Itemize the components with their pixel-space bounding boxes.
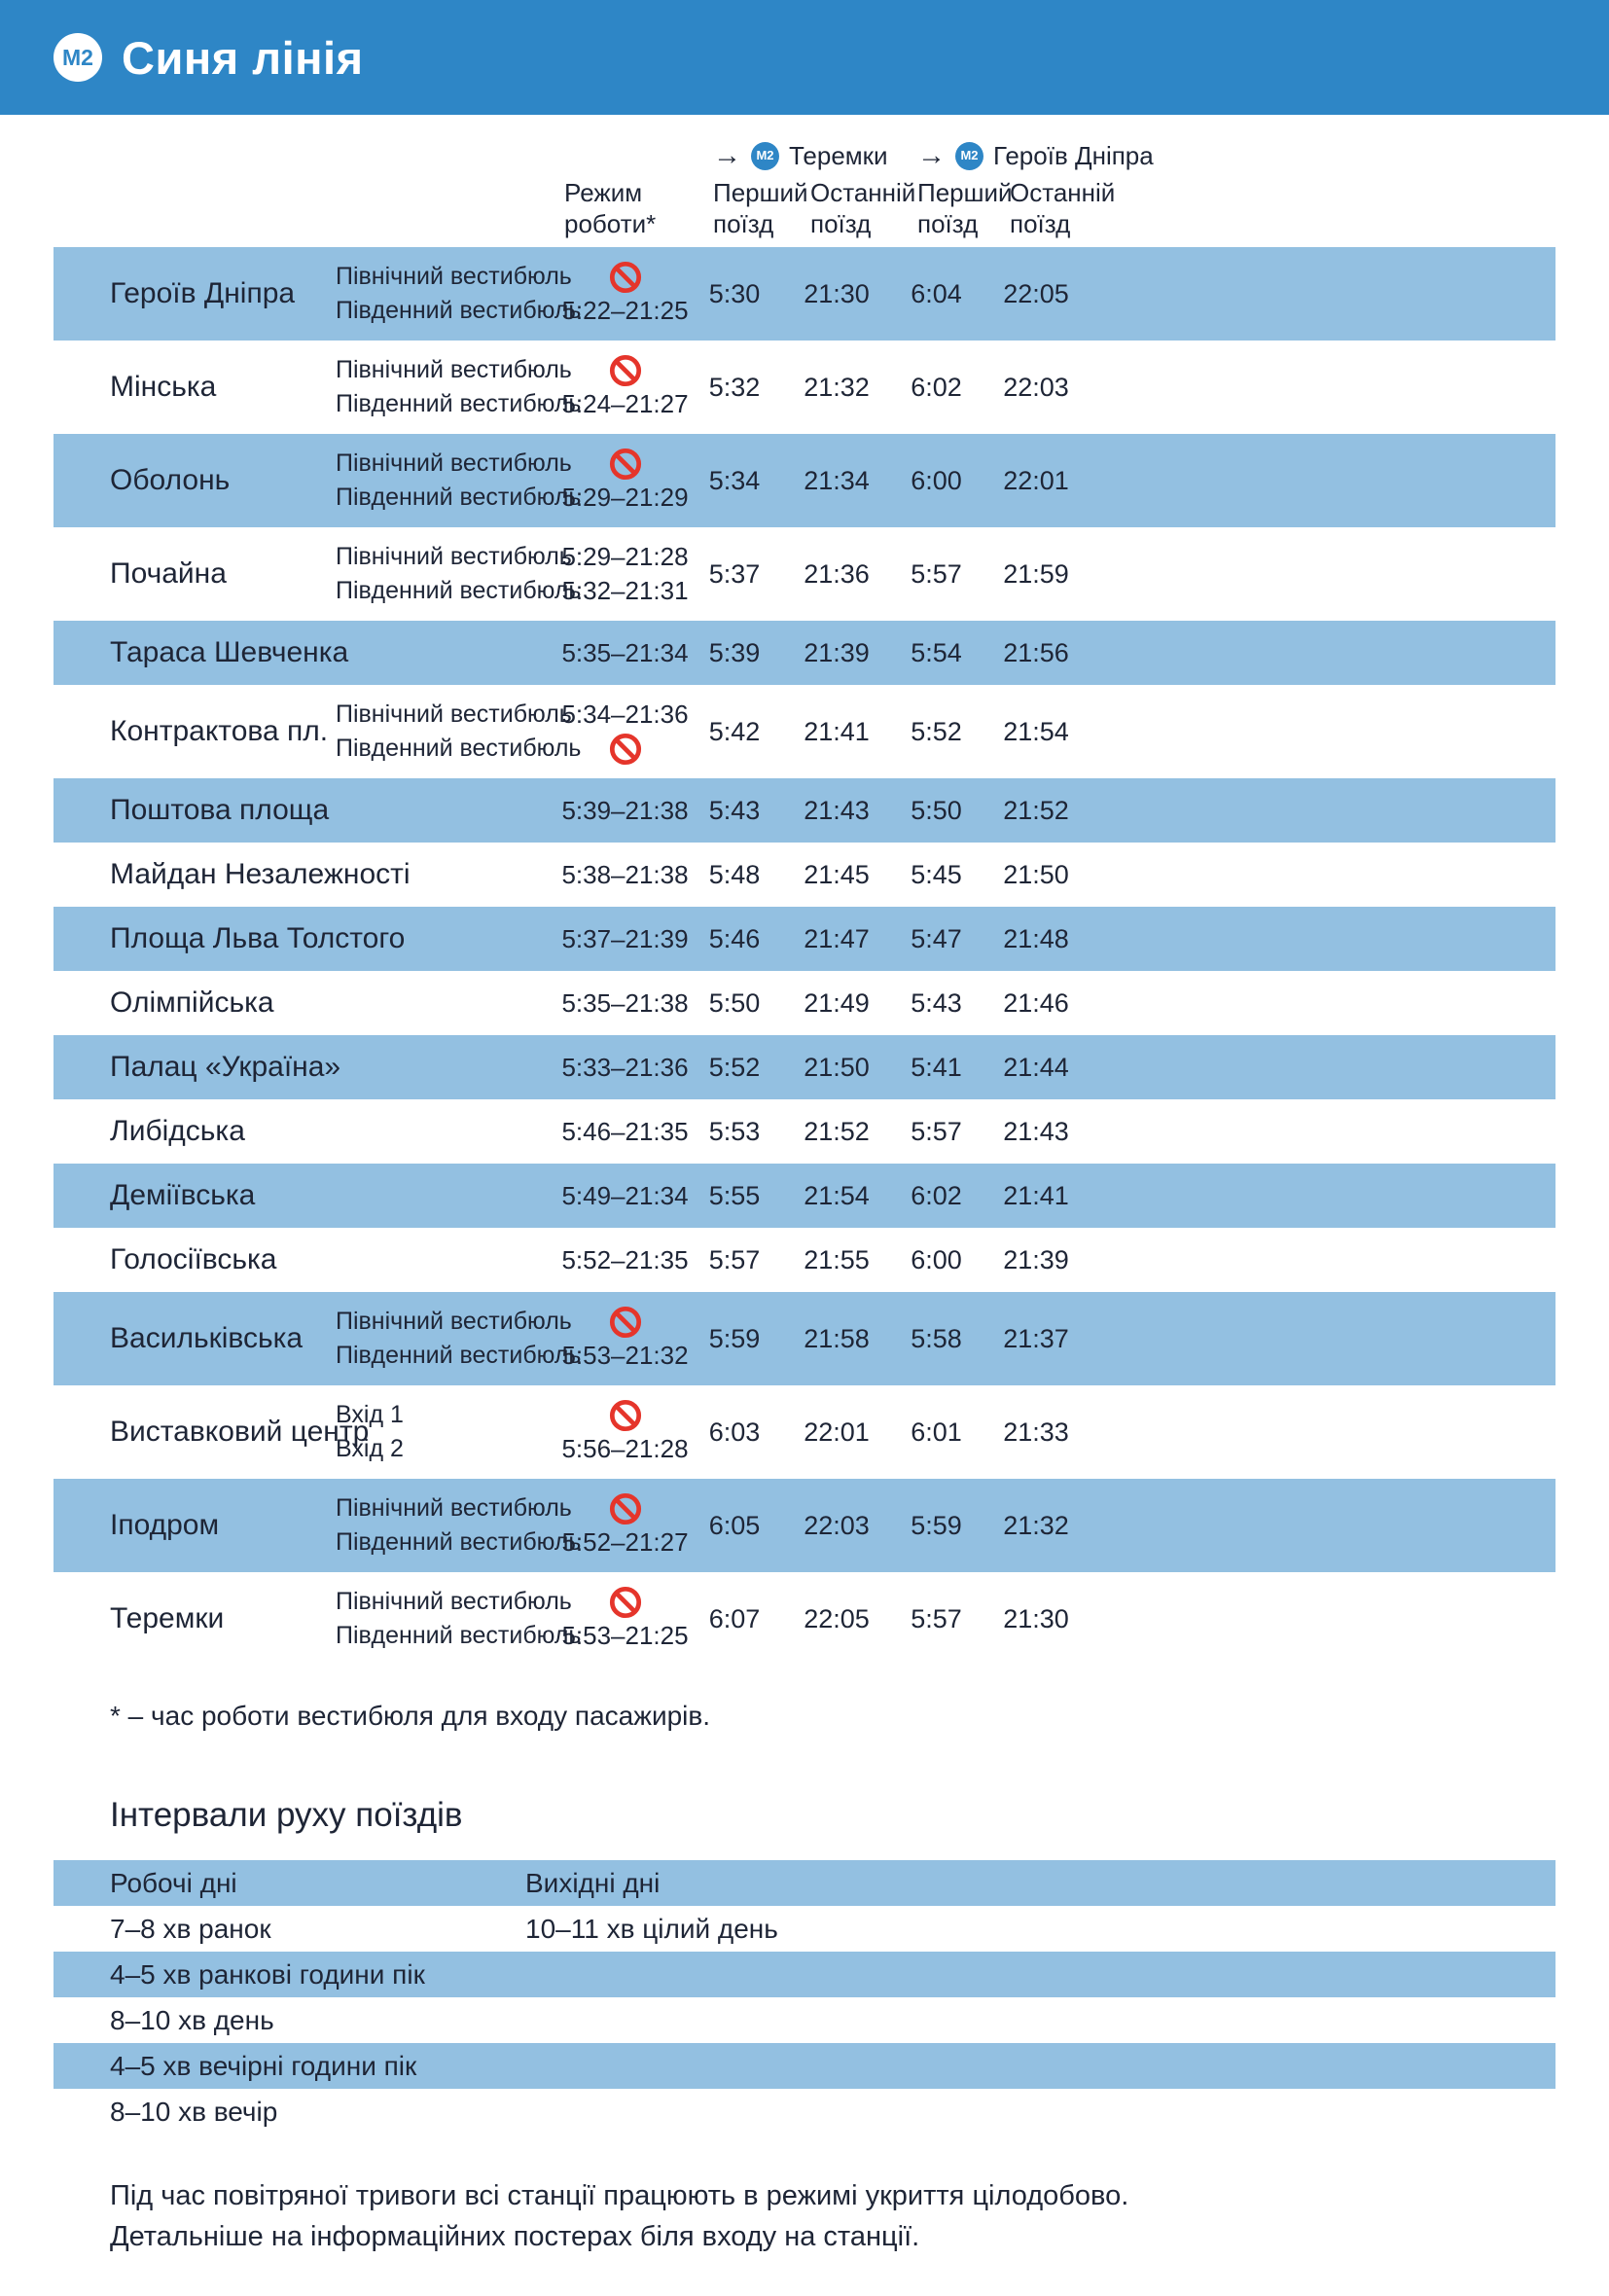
time-cell: 21:49 [804,987,870,1018]
no-entry-icon [609,1305,642,1339]
time-cell: 5:48 [708,859,761,889]
time-cell: 5:37 [708,558,761,589]
station-name: Оболонь [110,464,231,496]
mode-time: 5:37–21:39 [561,923,689,953]
time-cell: 21:44 [1003,1052,1069,1082]
mode-time: 5:35–21:38 [561,987,689,1018]
time-cell: 22:03 [1003,372,1069,402]
mode-cell [561,621,689,685]
station-name: Олімпійська [110,987,274,1019]
station-name: Тараса Шевченка [110,636,349,668]
vestibule-label: Південний вестибюль [336,297,582,324]
time-cell: 6:00 [911,1244,962,1274]
time-cell: 21:54 [1003,716,1069,746]
station-row [54,527,1555,621]
timetable-sheet [54,140,1555,2296]
interval-workdays-cell: 8–10 хв день [110,2004,274,2035]
station-row [54,247,1555,341]
station-name: Контрактова пл. [110,715,329,747]
time-cell: 5:50 [708,987,761,1018]
vestibule-label: Південний вестибюль [336,735,582,762]
time-cell: 5:41 [911,1052,962,1082]
station-name: Деміївська [110,1179,256,1211]
mode-cell [561,1228,689,1292]
vestibule-cell [336,1164,564,1228]
air-alarm-note [110,2175,1555,2296]
time-cell: 5:59 [708,1323,761,1353]
station-name: Героїв Дніпра [110,277,296,309]
station-row [54,1479,1555,1572]
time-cell: 21:34 [804,465,870,495]
time-cell: 21:56 [1003,637,1069,667]
no-entry-icon [609,260,642,294]
page-title: Синя лінія [122,31,364,84]
interval-workdays-cell: 8–10 хв вечір [110,2096,278,2127]
mode-cell [561,1035,689,1099]
station-name: Іподром [110,1509,220,1541]
station-name: Майдан Незалежності [110,858,411,890]
table-column-headers [54,140,1555,239]
mode-cell [561,1479,689,1572]
column-header-first-train: Перший поїзд [917,178,1013,238]
mode-time: 5:29–21:28 [561,542,689,571]
interval-workdays-cell: 7–8 хв ранок [110,1913,271,1944]
mode-cell [561,434,689,527]
time-cell: 21:39 [804,637,870,667]
time-cell: 21:43 [804,795,870,825]
interval-weekend-cell: Вихідні дні [525,1867,661,1898]
no-entry-icon [609,1491,642,1525]
vestibule-label: Вхід 2 [336,1435,404,1462]
time-cell: 5:50 [911,795,962,825]
no-entry-icon [609,353,642,387]
station-name: Голосіївська [110,1243,277,1275]
time-cell: 6:05 [708,1510,761,1540]
mode-time: 5:33–21:36 [561,1052,689,1082]
mode-cell [561,971,689,1035]
vestibule-label: Південний вестибюль [336,484,582,511]
mode-cell [561,1385,689,1479]
time-cell: 5:45 [911,859,962,889]
time-cell: 5:53 [708,1116,761,1146]
station-row [54,1572,1555,1666]
mode-cell [561,907,689,971]
time-cell: 5:34 [708,465,761,495]
station-name: Палац «Україна» [110,1051,341,1083]
time-cell: 21:58 [804,1323,870,1353]
mode-cell [561,247,689,341]
column-header-first-train: Перший поїзд [713,178,808,238]
time-cell: 21:47 [804,923,870,953]
mode-time: 5:53–21:25 [561,1621,689,1650]
mode-time: 5:35–21:34 [561,637,689,667]
mode-time: 5:22–21:25 [561,296,689,325]
interval-workdays-cell: 4–5 хв вечірні години пік [110,2050,417,2081]
time-cell: 5:55 [708,1180,761,1210]
intervals-table [54,1860,1555,2135]
vestibule-label: Південний вестибюль [336,1622,582,1649]
time-cell: 22:03 [804,1510,870,1540]
m2-line-badge: М2 [54,33,102,82]
time-cell: 22:01 [804,1417,870,1447]
station-row [54,434,1555,527]
time-cell: 21:45 [804,859,870,889]
mode-time: 5:46–21:35 [561,1116,689,1146]
mode-cell [561,527,689,621]
time-cell: 5:32 [708,372,761,402]
time-cell: 5:57 [911,558,962,589]
time-cell: 5:57 [911,1116,962,1146]
interval-row [54,2043,1555,2089]
interval-row [54,2089,1555,2135]
mode-time: 5:32–21:31 [561,576,689,605]
station-name: Почайна [110,557,227,590]
station-name: Васильківська [110,1322,304,1354]
interval-row [54,1997,1555,2043]
time-cell: 21:52 [804,1116,870,1146]
station-row [54,621,1555,685]
mode-cell [561,685,689,778]
mode-time: 5:52–21:35 [561,1244,689,1274]
time-cell: 21:50 [804,1052,870,1082]
no-entry-icon [609,447,642,481]
mode-time: 5:24–21:27 [561,389,689,418]
stations-table [54,247,1555,1666]
vestibule-label: Північний вестибюль [336,263,572,290]
vestibule-label: Північний вестибюль [336,1308,572,1335]
station-row [54,1164,1555,1228]
vestibule-cell [336,1385,564,1479]
vestibule-cell [336,1479,582,1572]
time-cell: 5:46 [708,923,761,953]
time-cell: 21:59 [1003,558,1069,589]
time-cell: 6:02 [911,372,962,402]
time-cell: 21:39 [1003,1244,1069,1274]
time-cell: 6:00 [911,465,962,495]
time-cell: 21:54 [804,1180,870,1210]
station-row [54,778,1555,843]
m2-line-badge: М2 [955,142,983,170]
vestibule-cell [336,341,582,434]
mode-cell [561,843,689,907]
direction-header-teremky [686,140,890,171]
mode-cell [561,1164,689,1228]
mode-time: 5:53–21:32 [561,1341,689,1370]
mode-time: 5:34–21:36 [561,700,689,729]
arrow-right-icon: → [917,140,946,171]
intervals-section-title: Інтервали руху поїздів [110,1796,463,1834]
vestibule-cell [336,621,564,685]
mode-time: 5:29–21:29 [561,483,689,512]
arrow-right-icon: → [713,140,741,171]
vestibule-label: Північний вестибюль [336,700,572,728]
time-cell: 21:30 [804,278,870,308]
direction-label: Героїв Дніпра [993,141,1154,170]
time-cell: 6:02 [911,1180,962,1210]
interval-workdays-cell: Робочі дні [110,1867,237,1898]
mode-time: 5:49–21:34 [561,1180,689,1210]
time-cell: 5:43 [708,795,761,825]
mode-time: 5:39–21:38 [561,795,689,825]
time-cell: 5:58 [911,1323,962,1353]
vestibule-label: Північний вестибюль [336,449,572,477]
time-cell: 21:46 [1003,987,1069,1018]
station-name: Либідська [110,1115,245,1147]
no-entry-icon [609,1398,642,1432]
station-row [54,341,1555,434]
m2-line-badge: М2 [751,142,779,170]
interval-row [54,1860,1555,1906]
time-cell: 5:59 [911,1510,962,1540]
vestibule-cell [336,843,564,907]
time-cell: 5:43 [911,987,962,1018]
time-cell: 6:01 [911,1417,962,1447]
mode-cell [561,1572,689,1666]
vestibule-cell [336,1035,564,1099]
vestibule-label: Південний вестибюль [336,1342,582,1369]
time-cell: 21:33 [1003,1417,1069,1447]
time-cell: 21:37 [1003,1323,1069,1353]
time-cell: 21:55 [804,1244,870,1274]
no-entry-icon [609,1585,642,1619]
time-cell: 21:30 [1003,1603,1069,1633]
time-cell: 6:07 [708,1603,761,1633]
vestibule-cell [336,778,564,843]
interval-weekend-cell: 10–11 хв цілий день [525,1913,778,1944]
station-name: Виставковий центр [110,1416,370,1448]
station-name: Площа Льва Толстого [110,922,406,954]
vestibule-label: Південний вестибюль [336,577,582,604]
mode-cell [561,1099,689,1164]
station-name: Мінська [110,371,217,403]
vestibule-cell [336,685,582,778]
station-row [54,1292,1555,1385]
time-cell: 5:54 [911,637,962,667]
vestibule-cell [336,1099,564,1164]
station-row [54,685,1555,778]
vestibule-label: Південний вестибюль [336,1528,582,1556]
time-cell: 21:32 [1003,1510,1069,1540]
station-name: Поштова площа [110,794,330,826]
time-cell: 5:57 [708,1244,761,1274]
time-cell: 5:39 [708,637,761,667]
station-row [54,843,1555,907]
interval-workdays-cell: 4–5 хв ранкові години пік [110,1958,425,1990]
note-line: Детальніше на інформаційних постерах біля входу на станції. [110,2221,920,2252]
station-row [54,907,1555,971]
mode-time: 5:38–21:38 [561,859,689,889]
time-cell: 5:52 [708,1052,761,1082]
mode-cell [561,1292,689,1385]
column-header-last-train: Останній поїзд [810,178,916,238]
vestibule-label: Північний вестибюль [336,1588,572,1615]
time-cell: 22:05 [1003,278,1069,308]
line-header-bar [0,0,1609,115]
time-cell: 6:03 [708,1417,761,1447]
interval-row [54,1906,1555,1952]
vestibule-cell [336,907,564,971]
vestibule-cell [336,434,582,527]
station-name: Теремки [110,1602,225,1634]
no-entry-icon [609,732,642,766]
station-row [54,1228,1555,1292]
time-cell: 21:41 [1003,1180,1069,1210]
station-row [54,1035,1555,1099]
vestibule-cell [336,1228,564,1292]
column-header-last-train: Останній поїзд [1010,178,1116,238]
mode-cell [561,341,689,434]
station-row [54,1385,1555,1479]
time-cell: 5:42 [708,716,761,746]
vestibule-label: Північний вестибюль [336,1494,572,1522]
time-cell: 22:05 [804,1603,870,1633]
time-cell: 21:48 [1003,923,1069,953]
vestibule-label: Південний вестибюль [336,390,582,417]
time-cell: 21:43 [1003,1116,1069,1146]
time-cell: 5:52 [911,716,962,746]
vestibule-cell [336,247,582,341]
vestibule-cell [336,527,582,621]
station-row [54,1099,1555,1164]
vestibule-label: Північний вестибюль [336,543,572,570]
time-cell: 5:30 [708,278,761,308]
note-line: Під час повітряної тривоги всі станції працюють в режимі укриття цілодобово. [110,2180,1129,2211]
mode-time: 5:52–21:27 [561,1527,689,1557]
time-cell: 21:52 [1003,795,1069,825]
column-header-mode: Режим роботи* [564,178,657,238]
time-cell: 5:47 [911,923,962,953]
time-cell: 21:32 [804,372,870,402]
mode-cell [561,778,689,843]
vestibule-label: Північний вестибюль [336,356,572,383]
time-cell: 21:41 [804,716,870,746]
direction-label: Теремки [789,141,888,170]
vestibule-cell [336,1292,582,1385]
time-cell: 22:01 [1003,465,1069,495]
vestibule-cell [336,1572,582,1666]
time-cell: 5:57 [911,1603,962,1633]
time-cell: 21:36 [804,558,870,589]
interval-row [54,1952,1555,1997]
station-row [54,971,1555,1035]
time-cell: 6:04 [911,278,962,308]
vestibule-footnote: * – час роботи вестибюля для входу пасажирів. [110,1701,711,1731]
vestibule-label: Вхід 1 [336,1401,404,1428]
time-cell: 21:50 [1003,859,1069,889]
vestibule-cell [336,971,564,1035]
direction-header-heroiv-dnipra [890,140,1154,171]
mode-time: 5:56–21:28 [561,1434,689,1463]
